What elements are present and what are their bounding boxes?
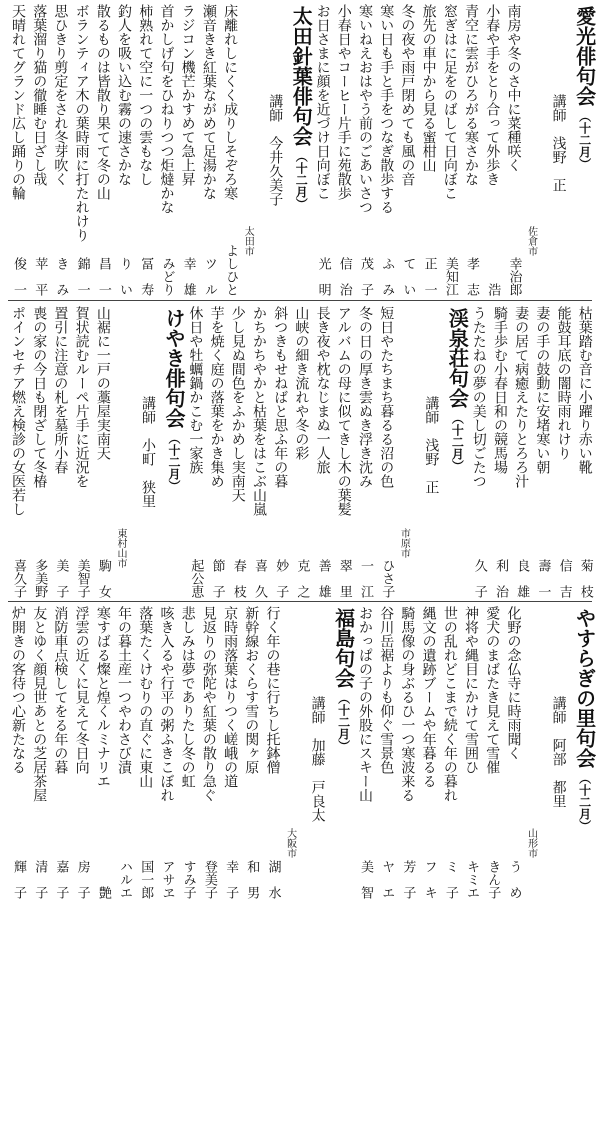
haiku-text: 釣人を吸い込む霧の速さかな: [116, 4, 133, 186]
haiku-text: 山裾に一戸の藁屋実南天: [94, 306, 111, 460]
haiku-text: 散るものは皆散り果てて冬の山: [94, 4, 111, 200]
haiku-text: 山峡の細き流れや冬の彩: [293, 306, 310, 460]
city-label: 市原市: [398, 528, 410, 558]
haiku-text: 落葉たくけむりの直ぐに東山: [137, 606, 154, 788]
haiku-entry: [48, 306, 70, 598]
haiku-entry: [91, 606, 113, 899]
month-label: （十二月）: [450, 412, 465, 472]
month-label: （十二月）: [577, 772, 592, 832]
haiku-text: お日さまに顔を近づけ日向ぼこ: [314, 4, 331, 200]
haiku-entry: [247, 306, 269, 598]
haiku-text: 休日や牡蠣鍋かこむ一家族: [187, 306, 204, 474]
club-title: 太田針葉俳句会（十二月）: [289, 6, 314, 210]
haiku-author: ハルエ: [117, 860, 133, 899]
haiku-author: みどり: [159, 257, 175, 296]
haiku-entry: [573, 306, 595, 598]
haiku-entry: [197, 606, 219, 899]
haiku-entry: [133, 606, 155, 899]
month-label: （十二月）: [577, 110, 592, 170]
haiku-entry: [417, 4, 439, 296]
haiku-entry: [395, 4, 417, 296]
divider: [8, 601, 592, 602]
haiku-text: 落葉溜り猫の徹睡む日ざし哉: [31, 4, 48, 186]
haiku-author: り い: [117, 257, 133, 296]
month-label: （十二月）: [336, 692, 351, 752]
haiku-author: 嘉 子: [53, 860, 69, 899]
haiku-entry: [289, 306, 311, 598]
haiku-author: 光 明: [315, 257, 331, 296]
haiku-author: アサヱ: [159, 860, 175, 899]
haiku-author: 錦 一: [74, 257, 90, 296]
haiku-text: ボランティア木の葉時雨に打たれけり: [73, 4, 90, 242]
club-header: [523, 4, 597, 296]
instructor: 講師 今井久美子: [267, 94, 284, 206]
haiku-author: 菊 枝: [577, 559, 593, 598]
haiku-author: 輝 子: [11, 860, 26, 899]
haiku-author: 克 之: [294, 559, 310, 598]
haiku-text: 消防車点検してをる年の暮: [52, 606, 69, 774]
haiku-text: 縄文の遺跡ブームや年暮るる: [420, 606, 437, 788]
haiku-text: 冬の夜や雨戸閉めても風の音: [399, 4, 416, 186]
haiku-author: 美 子: [53, 559, 69, 598]
haiku-entry: [70, 4, 92, 296]
haiku-text: 青空に雲がひろがる寒さかな: [463, 4, 480, 186]
haiku-author: う め: [506, 860, 522, 899]
haiku-text: 炉開きの客待つ心新たなる: [10, 606, 26, 774]
haiku-author: 幸 子: [223, 860, 239, 899]
haiku-text: おかっぱの子の外股にスキー山: [357, 606, 374, 802]
haiku-author: 正 一: [421, 257, 437, 296]
haiku-author: て い: [400, 257, 416, 296]
haiku-entry: [438, 606, 460, 899]
haiku-author: 信 治: [336, 257, 352, 296]
haiku-entry: [27, 606, 49, 899]
haiku-text: 咳き入るや行平の粥ふきこぼれ: [158, 606, 175, 802]
haiku-text: 賀状読むルーペ片手に近況を: [73, 306, 90, 488]
haiku-entry: [133, 4, 155, 296]
divider: [8, 300, 592, 301]
haiku-entry: [48, 606, 70, 899]
city-label: 佐倉市: [525, 226, 537, 256]
haiku-text: 天晴れてグランド広し踊りの輪: [10, 4, 26, 200]
club-title: 福島句会（十二月）: [331, 608, 356, 752]
haiku-author: 幸治郎: [506, 257, 522, 296]
haiku-entry: [205, 306, 227, 598]
haiku-author: ヤ エ: [379, 860, 395, 899]
haiku-entry: [501, 4, 523, 296]
instructor: 講師 浅野 正: [550, 94, 567, 192]
haiku-author: 冨 寿: [138, 257, 154, 296]
haiku-text: 喪の家の今日も閉ざして冬椿: [31, 306, 48, 488]
haiku-author: 駒 女: [95, 559, 111, 598]
haiku-author: ひさ子: [379, 559, 395, 598]
haiku-text: 窓ぎはに足をのばして日向ぼこ: [441, 4, 458, 200]
haiku-entry: [112, 606, 134, 899]
club-title: 渓泉荘句会（十二月）: [445, 308, 470, 472]
haiku-author: 昌 一: [95, 257, 111, 296]
haiku-entry: [268, 306, 290, 598]
haiku-entry: [311, 4, 333, 296]
haiku-entry: [552, 306, 574, 598]
city-label: 東村山市: [115, 528, 127, 568]
club-header: [523, 606, 597, 899]
haiku-entry: [509, 306, 531, 598]
haiku-entry: [501, 606, 523, 899]
haiku-author: ふ み: [379, 257, 395, 296]
club-header: [282, 606, 356, 899]
haiku-text: 浮雲の近くに見えて冬日向: [73, 606, 90, 774]
haiku-entry: [6, 606, 28, 899]
haiku-author: 久 子: [471, 559, 487, 598]
haiku-author: 美知江: [442, 257, 458, 296]
haiku-author: 登美子: [201, 860, 217, 899]
haiku-entry: [48, 4, 70, 296]
haiku-entry: [311, 306, 333, 598]
haiku-entry: [353, 4, 375, 296]
haiku-author: 苹 平: [32, 257, 48, 296]
haiku-entry: [480, 606, 502, 899]
haiku-text: 谷川岳裾よりも仰ぐ雪景色: [378, 606, 395, 774]
haiku-author: 多美野: [32, 559, 48, 598]
haiku-entry: [459, 606, 481, 899]
haiku-text: 置引に注意の札を墓所小春: [52, 306, 69, 474]
haiku-text: 小春や手をとり合って外歩き: [484, 4, 501, 186]
haiku-text: 能鼓耳底の闇時雨れけり: [555, 306, 572, 460]
haiku-entry: [530, 306, 552, 598]
haiku-text: 神将や縄目にかけて雪囲ひ: [463, 606, 480, 774]
haiku-text: 寒すばる燦と煌くルミナリエ: [94, 606, 111, 788]
haiku-text: 思ひきり剪定をされ冬芽吹く: [52, 4, 69, 186]
haiku-entry: [218, 606, 240, 899]
haiku-author: 良 雄: [514, 559, 530, 598]
haiku-entry: [6, 306, 28, 598]
haiku-entry: [154, 4, 176, 296]
haiku-text: 芋を焼く庭の落葉をかき集め: [208, 306, 225, 488]
haiku-text: 騎馬像の身ぶるひ一つ寒波来る: [399, 606, 416, 802]
haiku-text: 短日やたちまち暮るる沼の色: [378, 306, 395, 488]
haiku-author: 春 枝: [230, 559, 246, 598]
haiku-text: うたたねの夢の美し切ごたつ: [470, 306, 487, 488]
haiku-entry: [332, 306, 354, 598]
haiku-author: 俊 一: [11, 257, 26, 296]
haiku-entry: [176, 4, 198, 296]
haiku-text: 斜つきもせねばと思ふ年の暮: [272, 306, 289, 488]
haiku-text: 妻の手の鼓動に安堵寒い朝: [534, 306, 551, 474]
haiku-author: 喜 久: [251, 559, 267, 598]
haiku-text: 化野の念仏寺に時雨聞く: [505, 606, 522, 760]
haiku-text: アルバムの母に似てきし木の葉髪: [335, 306, 352, 516]
haiku-entry: [91, 306, 113, 598]
haiku-entry: [218, 4, 240, 296]
haiku-author: 幸 雄: [180, 257, 196, 296]
club-title: 愛光俳句会（十二月）: [572, 6, 597, 170]
haiku-entry: [353, 306, 375, 598]
haiku-author: きん子: [485, 860, 501, 899]
city-label: 山形市: [525, 828, 537, 858]
haiku-entry: [467, 306, 489, 598]
haiku-entry: [459, 4, 481, 296]
haiku-text: 年の暮土産一つやわさび漬: [116, 606, 133, 774]
haiku-author: 美智子: [74, 559, 90, 598]
haiku-text: ラジコン機芒かすめて急上昇: [179, 4, 196, 186]
haiku-text: 新幹線おくらす雪の関ヶ原: [243, 606, 260, 774]
haiku-text: 床離れしにくく成りしそぞろ寒: [222, 4, 239, 200]
haiku-author: 起公恵: [188, 559, 204, 598]
haiku-entry: [395, 606, 417, 899]
haiku-author: ツ ル: [201, 257, 217, 296]
city-label: 大阪市: [284, 828, 296, 858]
haiku-text: 騎手歩む小春日和の競馬場: [491, 306, 508, 474]
haiku-entry: [374, 4, 396, 296]
haiku-entry: [27, 4, 49, 296]
haiku-entry: [91, 4, 113, 296]
haiku-text: 京時雨落葉はりつく嵯峨の道: [222, 606, 239, 788]
haiku-text: ポインセチア燃え検診の女医若し: [10, 306, 26, 516]
haiku-author: 壽 一: [535, 559, 551, 598]
haiku-entry: [374, 306, 396, 598]
haiku-author: 芳 子: [400, 860, 416, 899]
haiku-text: 柿熟れて空に一つの雲もなし: [137, 4, 154, 186]
haiku-entry: [70, 306, 92, 598]
haiku-text: かちかちやかと枯葉をはこぶ山嵐: [250, 306, 267, 516]
haiku-author: 翠 里: [336, 559, 352, 598]
haiku-text: 悲しみは夢でありたし冬の虹: [179, 606, 196, 788]
haiku-text: 友とゆく顔見世あとの芝居茶屋: [31, 606, 48, 802]
haiku-entry: [70, 606, 92, 899]
haiku-entry: [260, 606, 282, 899]
haiku-author: 喜久子: [11, 559, 26, 598]
haiku-text: 行く年の巷に行ちし托鉢僧: [264, 606, 281, 774]
haiku-entry: [480, 4, 502, 296]
band-bottom: [6, 606, 597, 899]
haiku-text: 枯葉踏む音に小躍り赤い靴: [576, 306, 593, 474]
haiku-text: 長き夜や枕なじまぬ一人旅: [314, 306, 331, 474]
haiku-author: 節 子: [209, 559, 225, 598]
instructor: 講師 小町 狭里: [140, 396, 157, 508]
haiku-text: 瀬音きき紅葉ながめて足湯かな: [200, 4, 217, 200]
haiku-text: 寒いねえおはやう前のごあいさつ: [357, 4, 374, 214]
haiku-author: 茂 子: [358, 257, 374, 296]
haiku-text: 冬の日の厚き雲ぬき浮き沈み: [357, 306, 374, 488]
haiku-entry: [183, 306, 205, 598]
haiku-entry: [353, 606, 375, 899]
haiku-author: 信 吉: [556, 559, 572, 598]
haiku-entry: [417, 606, 439, 899]
haiku-author: 国一郎: [138, 860, 154, 899]
haiku-entry: [374, 606, 396, 899]
haiku-author: 清 子: [32, 860, 48, 899]
band-top: [6, 4, 597, 296]
haiku-author: 善 雄: [315, 559, 331, 598]
haiku-text: 旅先の車中から見る蜜柑山: [420, 4, 437, 172]
haiku-entry: [332, 4, 354, 296]
haiku-entry: [226, 306, 248, 598]
haiku-entry: [488, 306, 510, 598]
haiku-author: 利 治: [492, 559, 508, 598]
haiku-author: 湖 水: [265, 860, 281, 899]
haiku-entry: [112, 4, 134, 296]
haiku-author: すみ子: [180, 860, 196, 899]
haiku-text: 世の乱れどこまで続く年の暮れ: [441, 606, 458, 802]
haiku-text: 南房や冬のさ中に菜種咲く: [505, 4, 522, 172]
instructor: 講師 阿部 都里: [550, 696, 567, 808]
haiku-entry: [6, 4, 28, 296]
haiku-text: 愛犬のまばたき見えて雪催: [484, 606, 501, 774]
haiku-entry: [176, 606, 198, 899]
haiku-author: 和 男: [244, 860, 260, 899]
haiku-author: 浩: [485, 283, 501, 296]
haiku-entry: [239, 606, 261, 899]
club-title: けやき俳句会（十二月）: [162, 308, 187, 492]
club-title: やすらぎの里句会（十二月）: [572, 608, 597, 832]
haiku-text: 首かしげ句をひねりつつ炬燵かな: [158, 4, 175, 214]
instructor: 講師 浅野 正: [423, 396, 440, 494]
band-middle: [6, 306, 594, 598]
haiku-text: 寒い日も手と手をつなぎ散歩する: [378, 4, 395, 214]
haiku-author: 一 江: [358, 559, 374, 598]
haiku-author: 美 智: [358, 860, 374, 899]
haiku-author: き み: [53, 257, 69, 296]
haiku-author: 孝 志: [464, 257, 480, 296]
haiku-entry: [154, 606, 176, 899]
city-label: 太田市: [242, 226, 254, 256]
haiku-text: 少し見ぬ間色をふかめし実南天: [229, 306, 246, 502]
haiku-author: キミエ: [464, 860, 480, 899]
instructor: 講師 加藤 戸良太: [309, 696, 326, 822]
month-label: （十二月）: [167, 432, 182, 492]
haiku-entry: [27, 306, 49, 598]
club-header: [395, 306, 469, 598]
haiku-text: 見返りの弥陀や紅葉の散り急ぐ: [200, 606, 217, 802]
haiku-entry: [197, 4, 219, 296]
haiku-author: よしひと: [223, 244, 239, 296]
haiku-author: 艶: [95, 886, 111, 899]
club-header: [239, 4, 313, 296]
haiku-author: ミ 子: [442, 860, 458, 899]
haiku-author: 妙 子: [273, 559, 289, 598]
haiku-entry: [438, 4, 460, 296]
club-header: [112, 306, 186, 598]
haiku-text: 妻の居て病癒えたりとろろ汁: [513, 306, 530, 488]
month-label: （十二月）: [294, 150, 309, 210]
haiku-text: 小春日やコーヒー片手に苑散歩: [335, 4, 352, 200]
haiku-author: フ キ: [421, 860, 437, 899]
haiku-author: 房 子: [74, 860, 90, 899]
